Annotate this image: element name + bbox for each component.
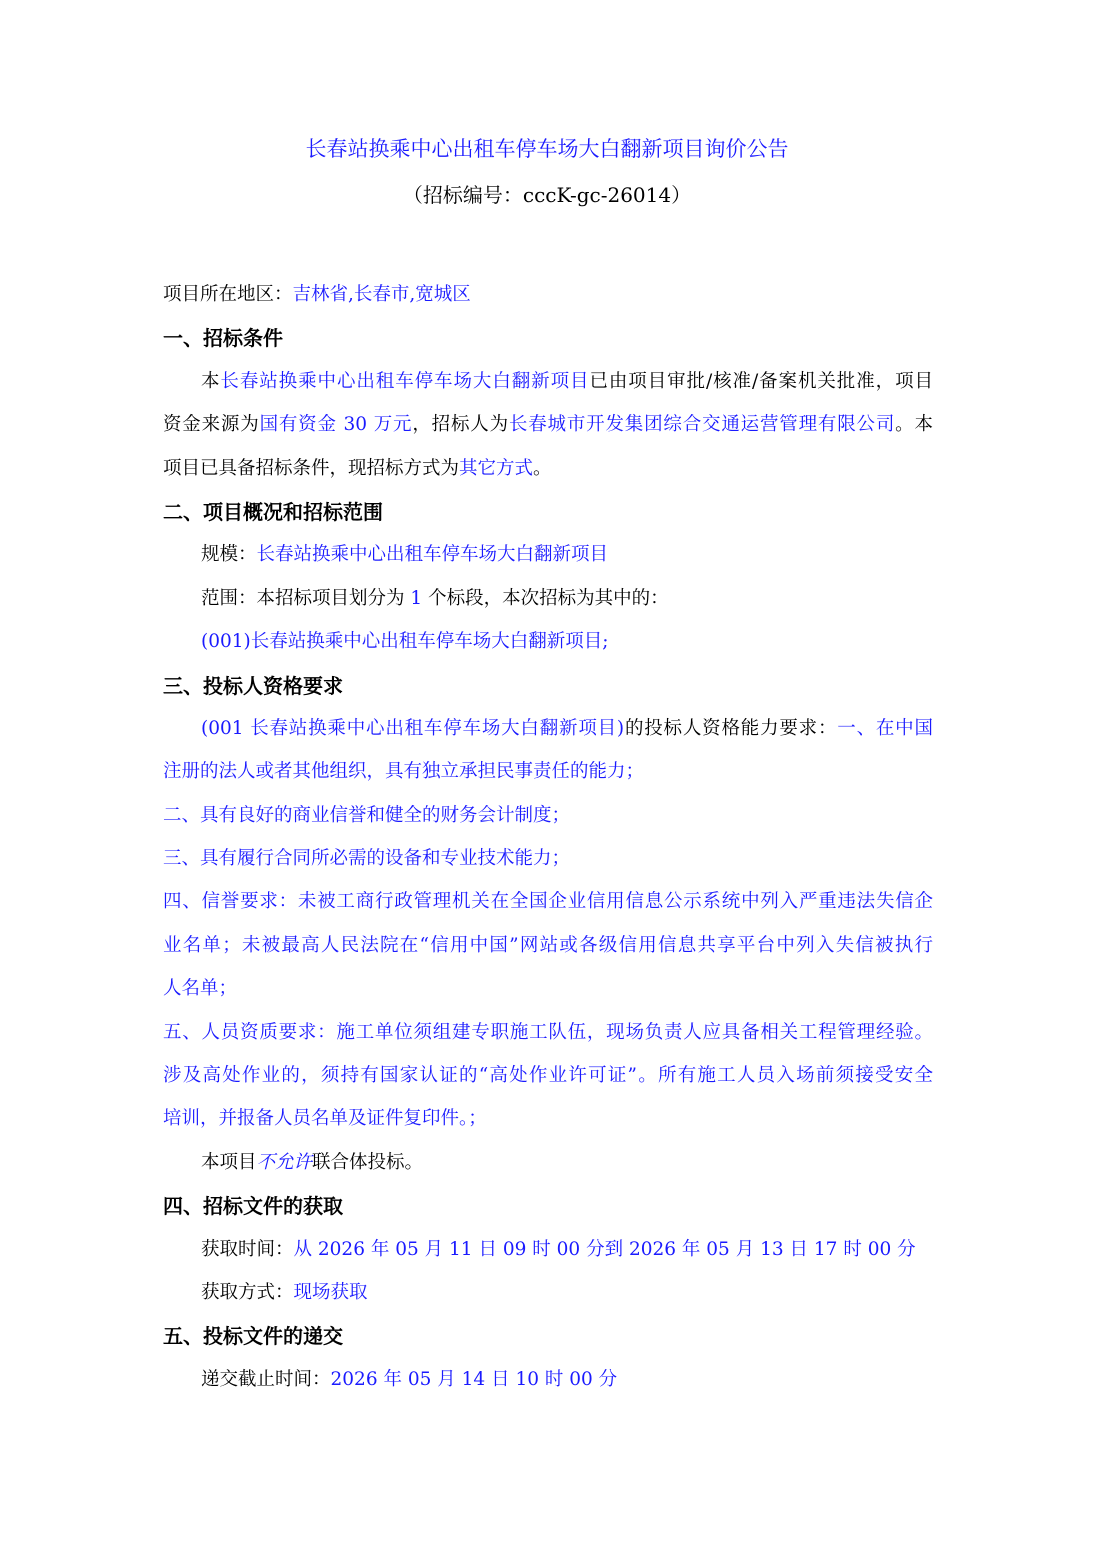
scale-value: 长春站换乘中心出租车停车场大白翻新项目 (256, 544, 609, 566)
qualification-line-7: 人名单； (163, 978, 238, 1000)
qualification-line-3: 二、具有良好的商业信誉和健全的财务会计制度； (163, 804, 571, 826)
project-name: 长春站换乘中心出租车停车场大白翻新项目 (220, 370, 590, 392)
text: 范围：本招标项目划分为 (201, 587, 405, 609)
tender-method: 其它方式 (459, 457, 534, 479)
qualification-line-1 (163, 714, 933, 757)
text: 。本 (895, 414, 933, 436)
deadline-line (163, 1365, 933, 1408)
deadline-value: 2026 年 05 月 14 日 10 时 00 分 (330, 1368, 618, 1390)
tender-code-text: （招标编号：cccK-gc-26014） (402, 183, 692, 207)
section-3-heading: 三、投标人资格要求 (163, 673, 343, 698)
text: 已由项目审批/核准/备案机关批准，项目 (589, 370, 933, 392)
text: 个标段，本次招标为其中的： (428, 587, 669, 609)
section-1-heading: 一、招标条件 (163, 326, 283, 351)
project-location (163, 280, 933, 323)
qualification-line-9: 涉及高处作业的，须持有国家认证的“高处作业许可证”。所有施工人员入场前须接受安全 (163, 1065, 933, 1087)
section-1-para-line-1 (163, 367, 933, 410)
tender-code (0, 179, 1094, 211)
lot-ref: (001 长春站换乘中心出租车停车场大白翻新项目) (201, 717, 625, 739)
lot-item: (001)长春站换乘中心出租车停车场大白翻新项目; (201, 631, 609, 653)
joint-bid-status: 不允许 (256, 1151, 313, 1173)
fund-source: 国有资金 30 万元 (259, 414, 413, 436)
text: ，招标人为 (412, 414, 509, 436)
obtain-time-value: 从 2026 年 05 月 11 日 09 时 00 分到 2026 年 05 月 13 日 17 时 00 分 (293, 1238, 916, 1260)
text: 一、在中国 (837, 717, 933, 739)
qualification-line-8: 五、人员资质要求：施工单位须组建专职施工队伍，现场负责人应具备相关工程管理经验。 (163, 1021, 933, 1043)
range-line (163, 584, 933, 627)
text: 的投标人资格能力要求： (624, 717, 838, 739)
section-4-heading: 四、招标文件的获取 (163, 1194, 343, 1219)
scale-label: 规模： (201, 544, 257, 566)
tenderer-name: 长春城市开发集团综合交通运营管理有限公司 (508, 414, 896, 436)
qualification-line-2: 注册的法人或者其他组织，具有独立承担民事责任的能力； (163, 761, 645, 783)
section-2-heading: 二、项目概况和招标范围 (163, 499, 383, 524)
location-label: 项目所在地区： (163, 284, 293, 305)
joint-bid-line (163, 1148, 933, 1191)
section-5-heading: 五、投标文件的递交 (163, 1324, 343, 1349)
scale-line (163, 540, 933, 583)
document-body (163, 280, 933, 1408)
qualification-line-4: 三、具有履行合同所必需的设备和专业技术能力； (163, 848, 571, 870)
obtain-method-label: 获取方式： (201, 1281, 294, 1303)
section-1-para-line-3 (163, 454, 933, 497)
text: 联合体投标。 (312, 1151, 424, 1173)
obtain-method-value: 现场获取 (293, 1281, 368, 1303)
text: 。 (533, 457, 552, 479)
qualification-line-5: 四、信誉要求：未被工商行政管理机关在全国企业信用信息公示系统中列入严重违法失信企 (163, 891, 933, 913)
section-1-para-line-2 (163, 410, 933, 453)
obtain-method-line (163, 1278, 933, 1321)
text: 本 (201, 370, 221, 392)
obtain-time-label: 获取时间： (201, 1238, 294, 1260)
obtain-time-line (163, 1235, 933, 1278)
deadline-label: 递交截止时间： (201, 1368, 331, 1390)
text: 本项目 (201, 1151, 257, 1173)
text: 项目已具备招标条件，现招标方式为 (163, 457, 460, 479)
lot-count: 1 (404, 587, 429, 609)
page-title: 长春站换乘中心出租车停车场大白翻新项目询价公告 (305, 137, 789, 161)
location-value: 吉林省,长春市,宽城区 (292, 284, 471, 305)
qualification-line-10: 培训，并报备人员名单及证件复印件。； (163, 1108, 487, 1130)
text: 资金来源为 (163, 414, 260, 436)
qualification-line-6: 业名单；未被最高人民法院在“信用中国”网站或各级信用信息共享平台中列入失信被执行 (163, 934, 933, 956)
